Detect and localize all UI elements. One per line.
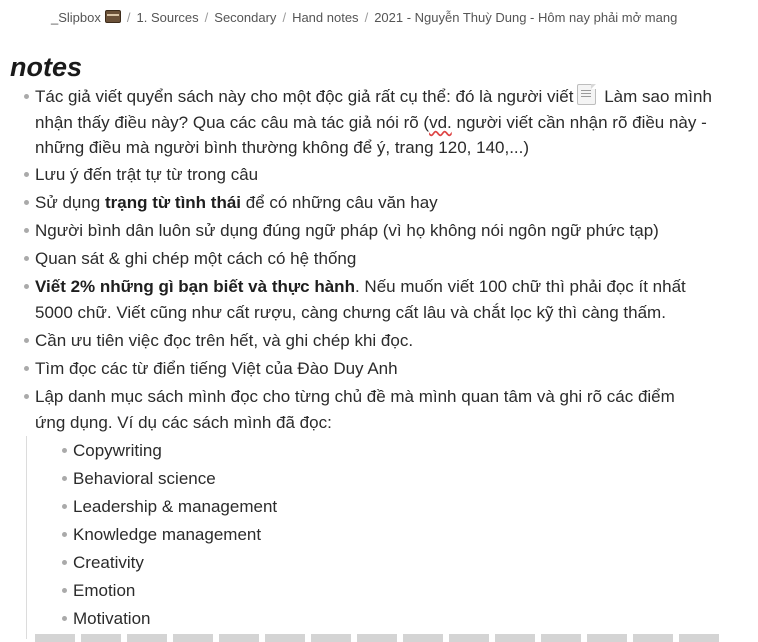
bullet-icon[interactable] xyxy=(62,588,67,593)
bullet-icon[interactable] xyxy=(24,172,29,177)
bold-text: trạng từ tình thái xyxy=(104,193,242,212)
breadcrumb-secondary[interactable]: Secondary xyxy=(214,10,277,25)
breadcrumb-hand-notes[interactable]: Hand notes xyxy=(292,10,359,25)
bold-text: Viết 2% những gì bạn biết và thực hành xyxy=(35,277,355,296)
breadcrumb-separator: / xyxy=(282,10,287,25)
bullet-icon[interactable] xyxy=(62,476,67,481)
breadcrumb-separator: / xyxy=(204,10,209,25)
list-item[interactable]: Motivation xyxy=(73,606,150,632)
breadcrumb-slipbox[interactable]: _Slipbox xyxy=(51,10,121,25)
bullet-icon[interactable] xyxy=(62,448,67,453)
breadcrumb-separator: / xyxy=(126,10,131,25)
bullet-icon[interactable] xyxy=(62,616,67,621)
list-item[interactable]: Quan sát & ghi chép một cách có hệ thống xyxy=(35,246,356,272)
breadcrumb-sources[interactable]: 1. Sources xyxy=(136,10,199,25)
bullet-icon[interactable] xyxy=(24,284,29,289)
list-item[interactable]: Viết 2% những gì bạn biết và thực hành. Nếu muốn viết 100 chữ thì phải đọc ít nhất 5000 chữ. Viết cũng như cất rượu, càng chưng cất lâu và chắt lọc kỹ thì càng thấm. xyxy=(35,274,715,325)
bullet-icon[interactable] xyxy=(24,200,29,205)
list-item[interactable]: Behavioral science xyxy=(73,466,216,492)
list-item[interactable]: Cần ưu tiên việc đọc trên hết, và ghi chép khi đọc. xyxy=(35,328,413,354)
indent-guide xyxy=(26,436,27,639)
breadcrumb-current-page[interactable]: 2021 - Nguyễn Thuỳ Dung - Hôm nay phải mở mang xyxy=(374,10,678,25)
bullet-icon[interactable] xyxy=(62,532,67,537)
breadcrumb xyxy=(51,10,758,25)
card-box-icon xyxy=(105,10,121,23)
bullet-icon[interactable] xyxy=(24,228,29,233)
bullet-icon[interactable] xyxy=(24,366,29,371)
clipped-next-line xyxy=(35,630,725,642)
list-item[interactable]: Creativity xyxy=(73,550,144,576)
list-item[interactable]: Người bình dân luôn sử dụng đúng ngữ pháp (vì họ không nói ngôn ngữ phức tạp) xyxy=(35,218,659,244)
bullet-icon[interactable] xyxy=(24,338,29,343)
spellcheck-word: vd. xyxy=(429,112,452,132)
bullet-icon[interactable] xyxy=(62,560,67,565)
list-item[interactable]: Leadership & management xyxy=(73,494,277,520)
list-item[interactable]: Lập danh mục sách mình đọc cho từng chủ đề mà mình quan tâm và ghi rõ các điểm ứng dụng. Ví dụ các sách mình đã đọc: xyxy=(35,384,695,435)
list-item[interactable]: Lưu ý đến trật tự từ trong câu xyxy=(35,162,258,188)
bullet-icon[interactable] xyxy=(24,394,29,399)
bullet-icon[interactable] xyxy=(62,504,67,509)
page-heading: notes xyxy=(10,52,83,82)
list-item[interactable]: Copywriting xyxy=(73,438,162,464)
bullet-icon[interactable] xyxy=(24,256,29,261)
list-item[interactable]: Sử dụng trạng từ tình thái để có những câu văn hay xyxy=(35,190,438,216)
list-item[interactable]: Knowledge management xyxy=(73,522,261,548)
breadcrumb-separator: / xyxy=(364,10,369,25)
bullet-icon[interactable] xyxy=(24,94,29,99)
page-icon[interactable] xyxy=(577,84,596,105)
list-item[interactable]: Tìm đọc các từ điển tiếng Việt của Đào Duy Anh xyxy=(35,356,398,382)
list-item[interactable]: Tác giả viết quyển sách này cho một độc giả rất cụ thể: đó là người viết Làm sao mình nhận thấy điều này? Qua các câu mà tác giả nói rõ (vd. người viết cần nhận rõ điều này - những điều mà người bình thường không để ý, trang 120, 140,...) xyxy=(35,84,715,161)
list-item[interactable]: Emotion xyxy=(73,578,135,604)
